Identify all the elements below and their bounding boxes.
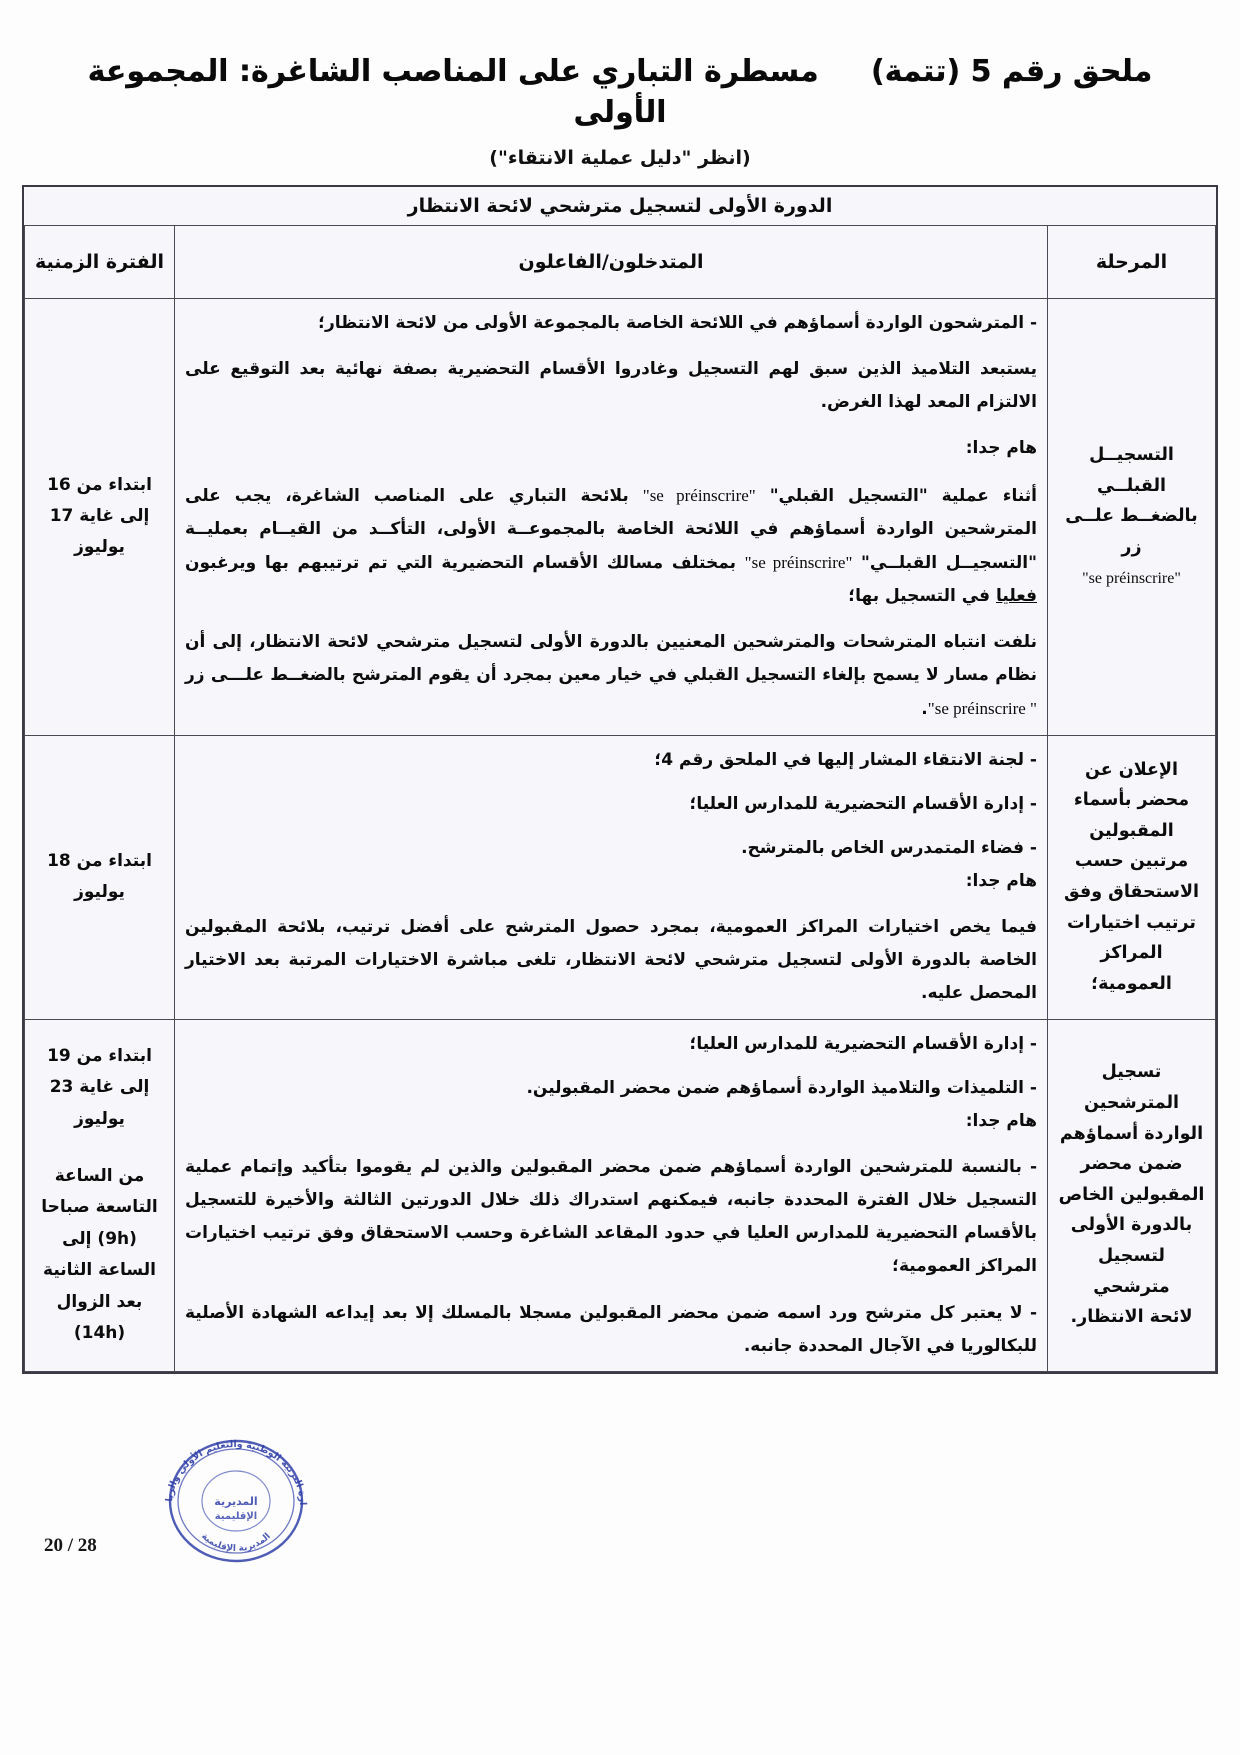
time-line: الساعة الثانية: [43, 1260, 156, 1281]
actors-cell-1: [175, 299, 1048, 736]
title-block: [0, 0, 1240, 169]
actors-paragraph: يستبعد التلاميذ الذين سبق لهم التسجيل وغادروا الأقسام التحضيرية بصفة نهائية بعد التوقيع على الالتزام المعد لهذا الغرض.: [185, 359, 1037, 413]
stage-line: المراكز: [1100, 943, 1163, 964]
time-line: (14h): [73, 1323, 126, 1344]
time-line: (9h) إلى: [62, 1228, 137, 1249]
time-spacer: [35, 1135, 164, 1161]
page-subtitle: (انظر "دليل عملية الانتقاء"): [489, 147, 751, 169]
table-row: [25, 299, 1216, 736]
svg-text:الإقليمية: الإقليمية: [214, 1511, 258, 1522]
time-cell-2: [25, 735, 175, 1019]
table-row: [25, 735, 1216, 1019]
header-actors: المتدخلون/الفاعلون: [175, 226, 1048, 299]
actors-text-part: .: [921, 699, 928, 720]
actors-paragraph: [185, 479, 1037, 614]
latin-term-se-preinscrire: "se préinscrire ": [927, 699, 1037, 719]
actors-text-part: نلفت انتباه المترشحات والمترشحين المعنيين بالدورة الأولى لتسجيل مترشحي لائحة الانتظار، إلى أن نظام مسار لا يسمح بإلغاء التسجيل القبلي في خيار معين بمجرد أن يقوم المترشح بالضغــط علـــى زر: [185, 632, 1037, 686]
time-line: ابتداء من 19: [47, 1045, 152, 1066]
stage-line: زر: [1121, 537, 1142, 558]
stage-line: ضمن محضر: [1080, 1154, 1183, 1175]
stage-line: الاستحقاق وفق: [1063, 882, 1199, 903]
actors-important-label: هام جدا:: [965, 870, 1037, 891]
actors-text-part: بلائحة التباري على المناصب الشاغرة، يجب على المترشحين الواردة أسماؤهم في اللائحة الخاصة بالمجموعــة الأولى، التأكــد من القيــام بعمليــة "التسجيــل القبلــي": [185, 485, 1037, 573]
time-line: يوليوز: [74, 537, 125, 558]
page-title-prefix: ملحق رقم 5 (تتمة): [870, 54, 1153, 89]
list-item: - إدارة الأقسام التحضيرية للمدارس العليا؛: [689, 1033, 1037, 1054]
stage-line: بالضغــط علــى: [1065, 506, 1198, 527]
actors-text-part: أثناء عملية "التسجيل القبلي": [769, 485, 1038, 506]
actors-paragraph: [185, 626, 1037, 726]
actors-paragraph: - لا يعتبر كل مترشح ورد اسمه ضمن محضر المقبولين مسجلا بالمسلك إلا بعد إيداعه الشهادة الأصلية للبكالوريا في الآجال المحددة جانبه.: [185, 1302, 1037, 1356]
table-banner-row: [25, 187, 1216, 226]
stage-latin-label: "se préinscrire": [1082, 569, 1181, 587]
table-banner: الدورة الأولى لتسجيل مترشحي لائحة الانتظار: [25, 187, 1216, 226]
stage-cell-1: [1048, 299, 1216, 736]
list-item: - التلميذات والتلاميذ الواردة أسماؤهم ضمن محضر المقبولين.: [526, 1077, 1037, 1098]
list-item: - إدارة الأقسام التحضيرية للمدارس العليا؛: [689, 793, 1037, 814]
header-time: الفترة الزمنية: [25, 226, 175, 299]
time-line: إلى غاية 17: [49, 506, 150, 527]
stage-line: الإعلان عن: [1084, 759, 1178, 780]
stage-line: العمومية؛: [1091, 973, 1172, 994]
actors-text-part: بمختلف مسالك الأقسام التحضيرية التي تم ترتيبهم بها ويرغبون: [185, 552, 737, 573]
stage-line: محضر بأسماء: [1073, 790, 1190, 811]
list-item: - فضاء المتمدرس الخاص بالمترشح.: [741, 837, 1037, 858]
time-line: من الساعة: [54, 1166, 145, 1186]
time-line: إلى غاية 23: [49, 1077, 150, 1098]
actors-paragraph: - المترشحون الواردة أسماؤهم في اللائحة الخاصة بالمجموعة الأولى من لائحة الانتظار؛: [318, 313, 1037, 333]
table-row: [25, 1019, 1216, 1371]
stage-cell-3: [1048, 1019, 1216, 1371]
stage-line: التسجيــل: [1089, 445, 1174, 466]
actors-paragraph: - بالنسبة للمترشحين الواردة أسماؤهم ضمن محضر المقبولين والذين لم يقوموا بتأكيد وإتمام عملية التسجيل خلال الفترة المحددة جانبه، فيمكنهم استدراك ذلك خلال الدورتين الثالثة والأخيرة للتسجيل بالأقسام التحضيرية للمدارس العليا في حدود المقاعد الشاغرة وحسب الاستحقاق وفق ترتيب اختيارات المراكز العمومية؛: [185, 1156, 1037, 1277]
stage-line: بالدورة الأولى: [1070, 1215, 1193, 1236]
actors-important-label: هام جدا:: [965, 438, 1037, 459]
page-title: [40, 52, 1200, 133]
stage-line: المقبولين: [1089, 820, 1174, 841]
time-line: التاسعة صباحا: [41, 1197, 158, 1218]
stage-line: مرتبين حسب: [1074, 851, 1189, 872]
list-item: - لجنة الانتقاء المشار إليها في الملحق رقم 4؛: [654, 749, 1037, 770]
stage-line: لائحة الانتظار.: [1070, 1307, 1193, 1328]
time-line: بعد الزوال: [56, 1291, 143, 1312]
actors-text-part: في التسجيل بها؛: [848, 585, 991, 606]
actors-bullet-list: [185, 1028, 1037, 1105]
stage-line: القبلــي: [1096, 475, 1167, 496]
actors-cell-2: [175, 735, 1048, 1019]
actors-cell-3: [175, 1019, 1048, 1371]
procedure-table-wrapper: [22, 185, 1218, 1374]
time-line: يوليوز: [74, 1108, 125, 1129]
svg-text:المديرية: المديرية: [214, 1495, 258, 1508]
stage-line: المترشحين: [1083, 1092, 1180, 1113]
actors-bullet-list: [185, 744, 1037, 865]
page-number: 20 / 28: [44, 1535, 97, 1556]
svg-text:المديرية الإقليمية: المديرية الإقليمية: [199, 1531, 273, 1555]
official-stamp-icon: [145, 1423, 322, 1563]
stage-cell-2: [1048, 735, 1216, 1019]
actors-underlined-word: فعليا: [996, 585, 1037, 606]
stage-line: الواردة أسماؤهم: [1059, 1123, 1204, 1144]
time-cell-3: [25, 1019, 175, 1371]
actors-paragraph: فيما يخص اختيارات المراكز العمومية، بمجرد حصول المترشح على أفضل ترتيب، بلائحة المقبولين الخاصة بالدورة الأولى لتسجيل مترشحي لائحة الانتظار، تلغى مباشرة الاختيارات المرتبة بعد الاختيار المحصل عليه.: [185, 917, 1037, 1004]
latin-term-se-preinscrire: "se préinscrire": [744, 552, 853, 572]
stage-line: ترتيب اختيارات: [1067, 912, 1196, 933]
stage-line: تسجيل: [1101, 1062, 1162, 1083]
time-line: ابتداء من 18: [47, 850, 152, 871]
stage-line: المقبولين الخاص: [1058, 1184, 1205, 1205]
svg-text:وزارة التربية الوطنية والتعليم: وزارة التربية الوطنية والتعليم الأولي والرياضة: [145, 1423, 309, 1506]
table-header-row: [25, 226, 1216, 299]
stage-line: لتسجيل مترشحي: [1093, 1246, 1170, 1297]
header-stage: المرحلة: [1048, 226, 1216, 299]
time-line: يوليوز: [74, 882, 125, 903]
time-cell-1: [25, 299, 175, 736]
page-title-main: مسطرة التباري على المناصب الشاغرة: المجموعة الأولى: [87, 54, 819, 130]
time-line: ابتداء من 16: [47, 474, 152, 495]
actors-important-label: هام جدا:: [965, 1110, 1037, 1131]
procedure-table: [24, 187, 1216, 1372]
latin-term-se-preinscrire: "se préinscrire": [642, 485, 756, 505]
